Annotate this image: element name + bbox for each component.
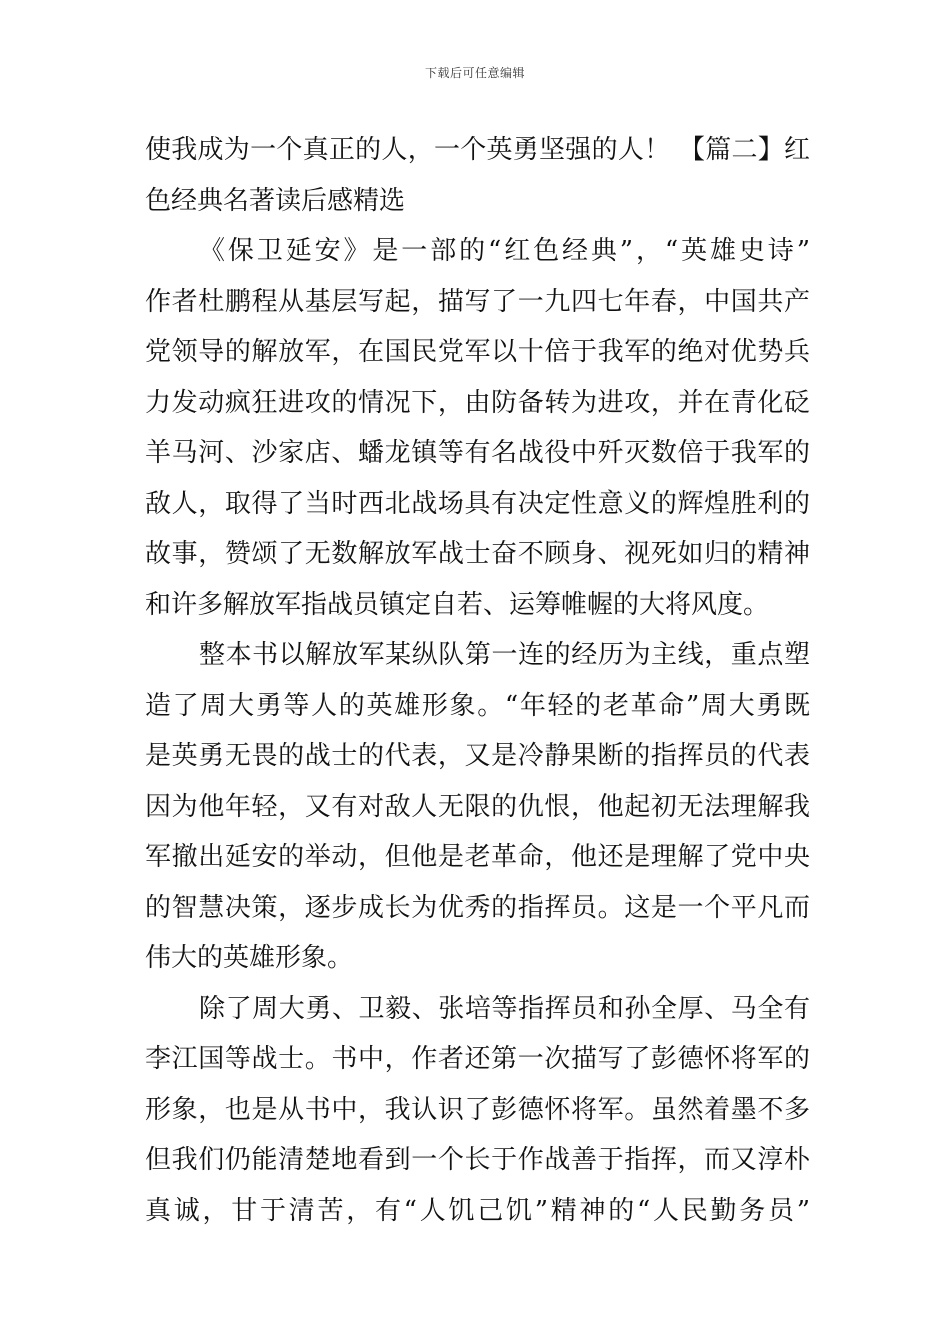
text-line: 李江国等战士。书中，作者还第一次描写了彭德怀将军的 (145, 1044, 810, 1074)
text-line: 和许多解放军指战员镇定自若、运筹帷幄的大将风度。 (145, 589, 770, 620)
text-line: 党领导的解放军，在国民党军以十倍于我军的绝对优势兵 (145, 337, 810, 367)
text-line: 真诚，甘于清苦，有“人饥己饥”精神的“人民勤务员” (145, 1195, 810, 1226)
text-line: 色经典名著读后感精选 (145, 185, 406, 216)
text-line: 作者杜鹏程从基层写起，描写了一九四七年春，中国共产 (145, 286, 810, 317)
text-line: 因为他年轻，又有对敌人无限的仇恨，他起初无法理解我 (145, 791, 810, 822)
text-line: 形象，也是从书中，我认识了彭德怀将军。虽然着墨不多 (145, 1094, 810, 1125)
text-line: 力发动疯狂进攻的情况下，由防备转为进攻，并在青化砭 (145, 387, 810, 418)
text-line: 羊马河、沙家店、蟠龙镇等有名战役中歼灭数倍于我军的 (145, 438, 810, 468)
text-line: 故事，赞颂了无数解放军战士奋不顾身、视死如归的精神 (145, 539, 810, 569)
text-line: 敌人，取得了当时西北战场具有决定性意义的辉煌胜利的 (145, 488, 810, 519)
text-line: 除了周大勇、卫毅、张培等指挥员和孙全厚、马全有 (199, 993, 810, 1024)
text-line: 的智慧决策，逐步成长为优秀的指挥员。这是一个平凡而 (145, 892, 810, 923)
text-line: 整本书以解放军某纵队第一连的经历为主线，重点塑 (199, 640, 810, 670)
text-line: 《保卫延安》是一部的“红色经典”，“英雄史诗” (199, 236, 810, 266)
text-line: 但我们仍能清楚地看到一个长于作战善于指挥，而又淳朴 (145, 1145, 810, 1175)
text-line: 军撤出延安的举动，但他是老革命，他还是理解了党中央 (145, 842, 810, 872)
text-line: 伟大的英雄形象。 (145, 943, 354, 973)
text-line: 使我成为一个真正的人，一个英勇坚强的人！ 【篇二】红 (145, 135, 810, 165)
text-line: 是英勇无畏的战士的代表，又是冷静果断的指挥员的代表 (145, 741, 810, 771)
page-header: 下载后可任意编辑 (424, 66, 525, 80)
body-text (145, 125, 810, 1236)
text-line: 造了周大勇等人的英雄形象。“年轻的老革命”周大勇既 (145, 690, 810, 721)
